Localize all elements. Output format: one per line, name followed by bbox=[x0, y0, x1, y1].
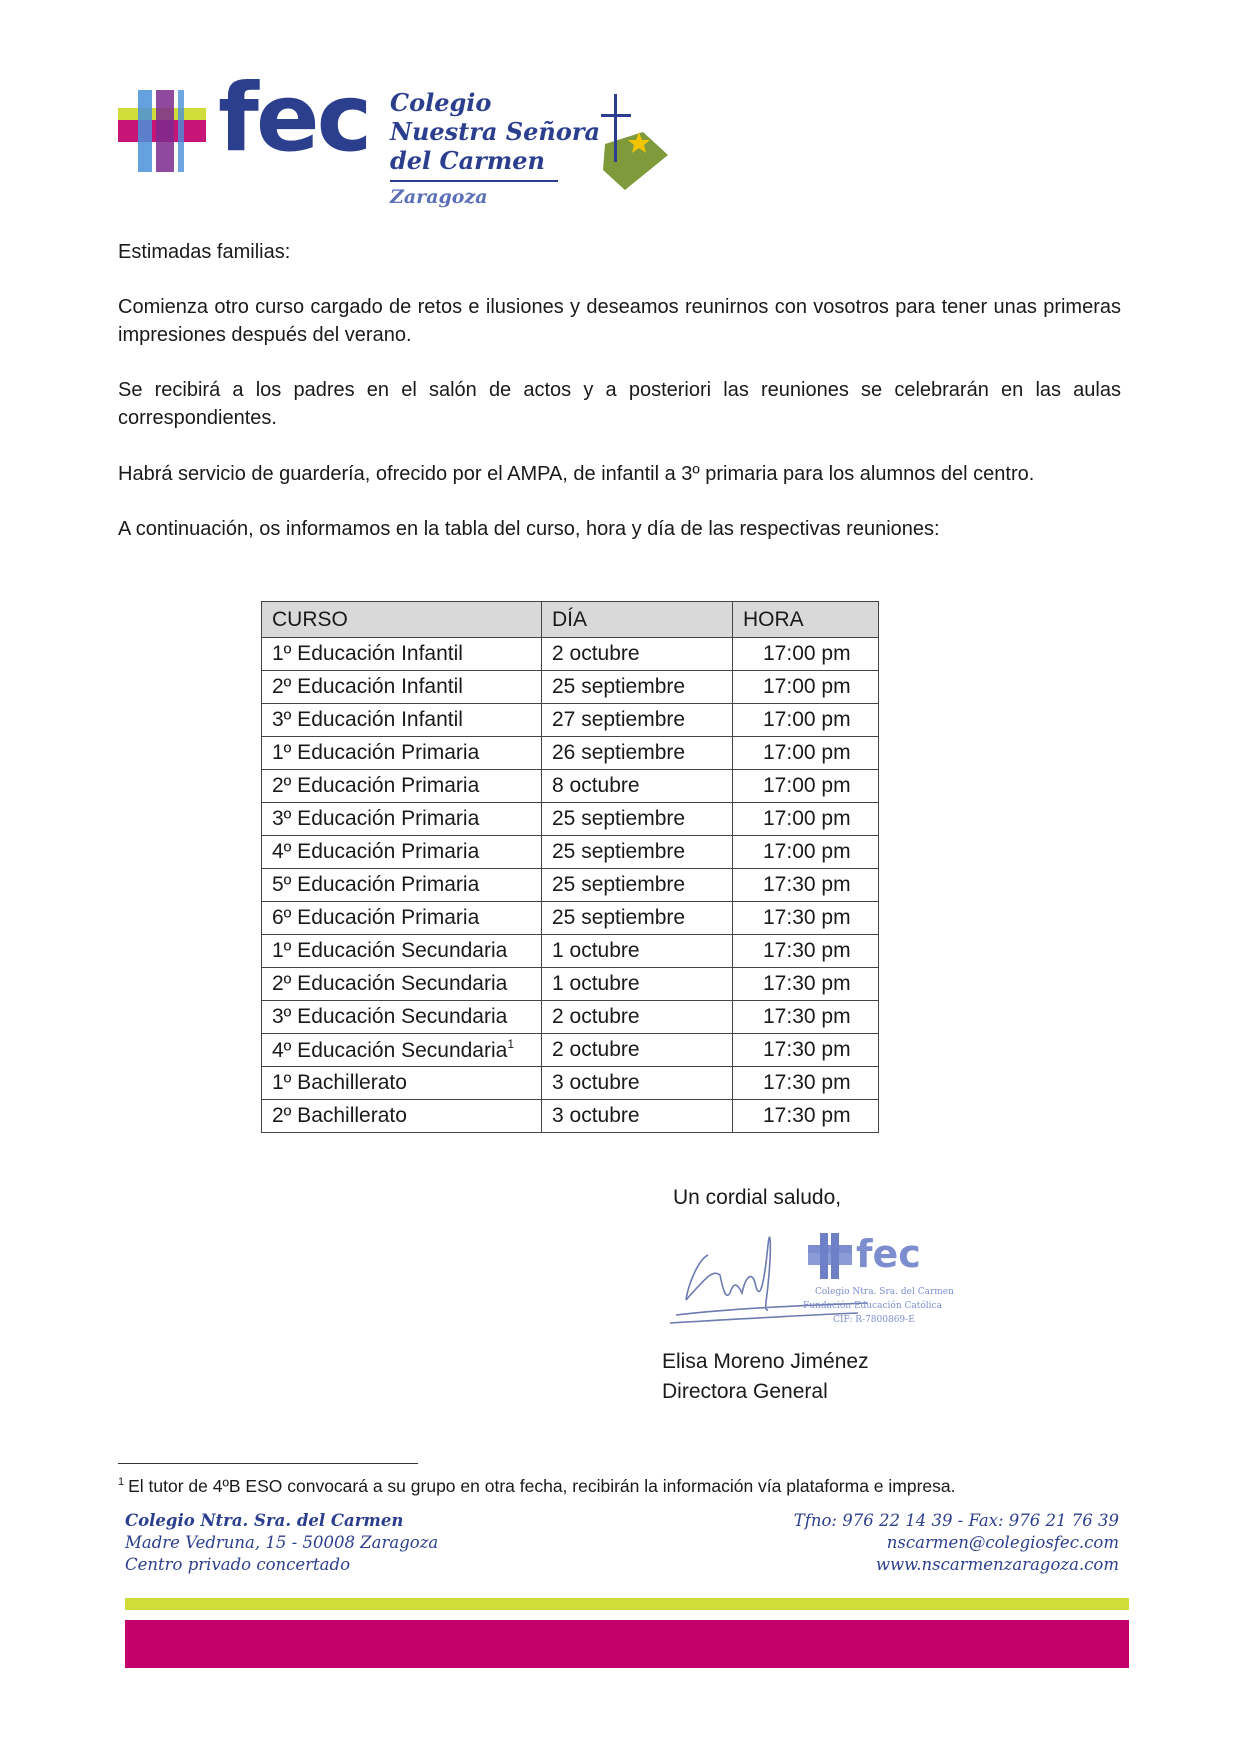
cross-with-star-emblem-icon bbox=[595, 92, 675, 194]
footer-magenta-band bbox=[125, 1620, 1129, 1668]
stamp-fec-cross-icon bbox=[808, 1233, 852, 1279]
cell-dia: 3 octubre bbox=[542, 1100, 733, 1133]
cell-hora: 17:00 pm bbox=[733, 836, 879, 869]
cell-curso: 1º Educación Primaria bbox=[262, 737, 542, 770]
footnote-separator bbox=[118, 1463, 418, 1464]
cell-curso bbox=[262, 1034, 542, 1067]
letter-greeting: Estimadas familias: bbox=[118, 241, 291, 263]
signer-title: Directora General bbox=[662, 1380, 828, 1403]
cell-dia: 25 septiembre bbox=[542, 836, 733, 869]
cell-dia: 26 septiembre bbox=[542, 737, 733, 770]
footer-school-name: Colegio Ntra. Sra. del Carmen bbox=[125, 1511, 404, 1530]
cell-curso: 2º Educación Secundaria bbox=[262, 968, 542, 1001]
cell-curso: 2º Educación Primaria bbox=[262, 770, 542, 803]
table-row bbox=[262, 1034, 879, 1067]
table-row bbox=[262, 935, 879, 968]
cell-curso: 3º Educación Infantil bbox=[262, 704, 542, 737]
cell-hora: 17:30 pm bbox=[733, 1100, 879, 1133]
cell-dia: 3 octubre bbox=[542, 1067, 733, 1100]
fec-logo-text: fec bbox=[218, 64, 370, 173]
cell-curso: 1º Educación Secundaria bbox=[262, 935, 542, 968]
footer-phone-fax: Tfno: 976 22 14 39 - Fax: 976 21 76 39 bbox=[793, 1511, 1119, 1530]
column-header-curso: CURSO bbox=[262, 602, 542, 638]
footer-school-type: Centro privado concertado bbox=[125, 1555, 350, 1574]
footer-email: nscarmen@colegiosfec.com bbox=[886, 1533, 1119, 1552]
cell-hora: 17:00 pm bbox=[733, 671, 879, 704]
footnote-marker: 1 bbox=[118, 1476, 125, 1488]
cell-hora: 17:30 pm bbox=[733, 968, 879, 1001]
cell-dia: 2 octubre bbox=[542, 1001, 733, 1034]
letter-paragraph-2: Se recibirá a los padres en el salón de actos y a posteriori las reuniones se celebrarán en las aulas correspondientes. bbox=[118, 379, 1121, 429]
cell-hora: 17:30 pm bbox=[733, 869, 879, 902]
footer-contact-block bbox=[794, 1510, 1119, 1576]
stamp-line-2: Fundación Educación Católica bbox=[803, 1301, 942, 1311]
footer-address: Madre Vedruna, 15 - 50008 Zaragoza bbox=[125, 1533, 439, 1552]
footnote-reference: 1 bbox=[507, 1037, 515, 1051]
cell-curso: 1º Educación Infantil bbox=[262, 638, 542, 671]
cell-hora: 17:30 pm bbox=[733, 902, 879, 935]
table-row bbox=[262, 902, 879, 935]
closing-salutation: Un cordial saludo, bbox=[673, 1186, 842, 1209]
school-name-divider bbox=[390, 180, 558, 182]
table-row bbox=[262, 803, 879, 836]
cell-dia: 1 octubre bbox=[542, 968, 733, 1001]
cell-dia: 2 octubre bbox=[542, 1034, 733, 1067]
table-row bbox=[262, 836, 879, 869]
stamp-fec-text: fec bbox=[856, 1232, 921, 1276]
table-row bbox=[262, 869, 879, 902]
cell-dia: 1 octubre bbox=[542, 935, 733, 968]
table-row bbox=[262, 1001, 879, 1034]
letter-paragraph-3: Habrá servicio de guardería, ofrecido por el AMPA, de infantil a 3º primaria para los alumnos del centro. bbox=[118, 463, 1035, 485]
cell-hora: 17:30 pm bbox=[733, 935, 879, 968]
cell-hora: 17:30 pm bbox=[733, 1067, 879, 1100]
table-row bbox=[262, 737, 879, 770]
cell-dia: 25 septiembre bbox=[542, 902, 733, 935]
school-name-line-2: Nuestra Señora bbox=[390, 117, 601, 146]
cell-curso: 2º Educación Infantil bbox=[262, 671, 542, 704]
cell-curso: 6º Educación Primaria bbox=[262, 902, 542, 935]
column-header-hora: HORA bbox=[733, 602, 879, 638]
table-row bbox=[262, 1100, 879, 1133]
footer-website: www.nscarmenzaragoza.com bbox=[875, 1555, 1119, 1574]
cell-dia: 25 septiembre bbox=[542, 671, 733, 704]
cell-dia: 25 septiembre bbox=[542, 803, 733, 836]
fec-logo-cross-icon bbox=[118, 90, 206, 172]
cell-hora: 17:30 pm bbox=[733, 1001, 879, 1034]
footer-address-block bbox=[125, 1510, 438, 1576]
footnote bbox=[118, 1476, 956, 1497]
cell-dia: 27 septiembre bbox=[542, 704, 733, 737]
cell-hora: 17:00 pm bbox=[733, 704, 879, 737]
signer-name: Elisa Moreno Jiménez bbox=[662, 1350, 869, 1373]
cell-dia: 25 septiembre bbox=[542, 869, 733, 902]
stamp-line-3: CIF: R-7800869-E bbox=[833, 1315, 915, 1325]
cell-hora: 17:00 pm bbox=[733, 803, 879, 836]
table-header-row bbox=[262, 602, 879, 638]
letter-paragraph-1: Comienza otro curso cargado de retos e ilusiones y deseamos reunirnos con vosotros para tener unas primeras impresiones después del verano. bbox=[118, 296, 1121, 346]
footnote-text: El tutor de 4ºB ESO convocará a su grupo en otra fecha, recibirán la información vía plataforma e impresa. bbox=[128, 1476, 956, 1496]
cell-hora: 17:30 pm bbox=[733, 1034, 879, 1067]
table-row bbox=[262, 671, 879, 704]
cell-curso: 2º Bachillerato bbox=[262, 1100, 542, 1133]
stamp-line-1: Colegio Ntra. Sra. del Carmen bbox=[815, 1287, 954, 1297]
table-row bbox=[262, 704, 879, 737]
cell-dia: 8 octubre bbox=[542, 770, 733, 803]
cell-curso-text: 4º Educación Secundaria bbox=[272, 1039, 508, 1062]
signature-and-stamp bbox=[668, 1215, 954, 1335]
table-row bbox=[262, 638, 879, 671]
column-header-dia: DÍA bbox=[542, 602, 733, 638]
cell-curso: 3º Educación Secundaria bbox=[262, 1001, 542, 1034]
table-row bbox=[262, 770, 879, 803]
cell-hora: 17:00 pm bbox=[733, 638, 879, 671]
cell-curso: 1º Bachillerato bbox=[262, 1067, 542, 1100]
cell-curso: 4º Educación Primaria bbox=[262, 836, 542, 869]
school-name-line-1: Colegio bbox=[390, 88, 492, 117]
letter-paragraph-4: A continuación, os informamos en la tabla del curso, hora y día de las respectivas reuniones: bbox=[118, 518, 940, 540]
cell-dia: 2 octubre bbox=[542, 638, 733, 671]
footer-green-band bbox=[125, 1598, 1129, 1610]
cell-curso: 5º Educación Primaria bbox=[262, 869, 542, 902]
school-name-line-3: del Carmen bbox=[390, 146, 545, 175]
table-row bbox=[262, 968, 879, 1001]
cell-hora: 17:00 pm bbox=[733, 770, 879, 803]
cell-curso: 3º Educación Primaria bbox=[262, 803, 542, 836]
school-name bbox=[390, 88, 600, 175]
table-row bbox=[262, 1067, 879, 1100]
cell-hora: 17:00 pm bbox=[733, 737, 879, 770]
meeting-schedule-table bbox=[261, 601, 879, 1133]
school-city: Zaragoza bbox=[390, 186, 488, 208]
